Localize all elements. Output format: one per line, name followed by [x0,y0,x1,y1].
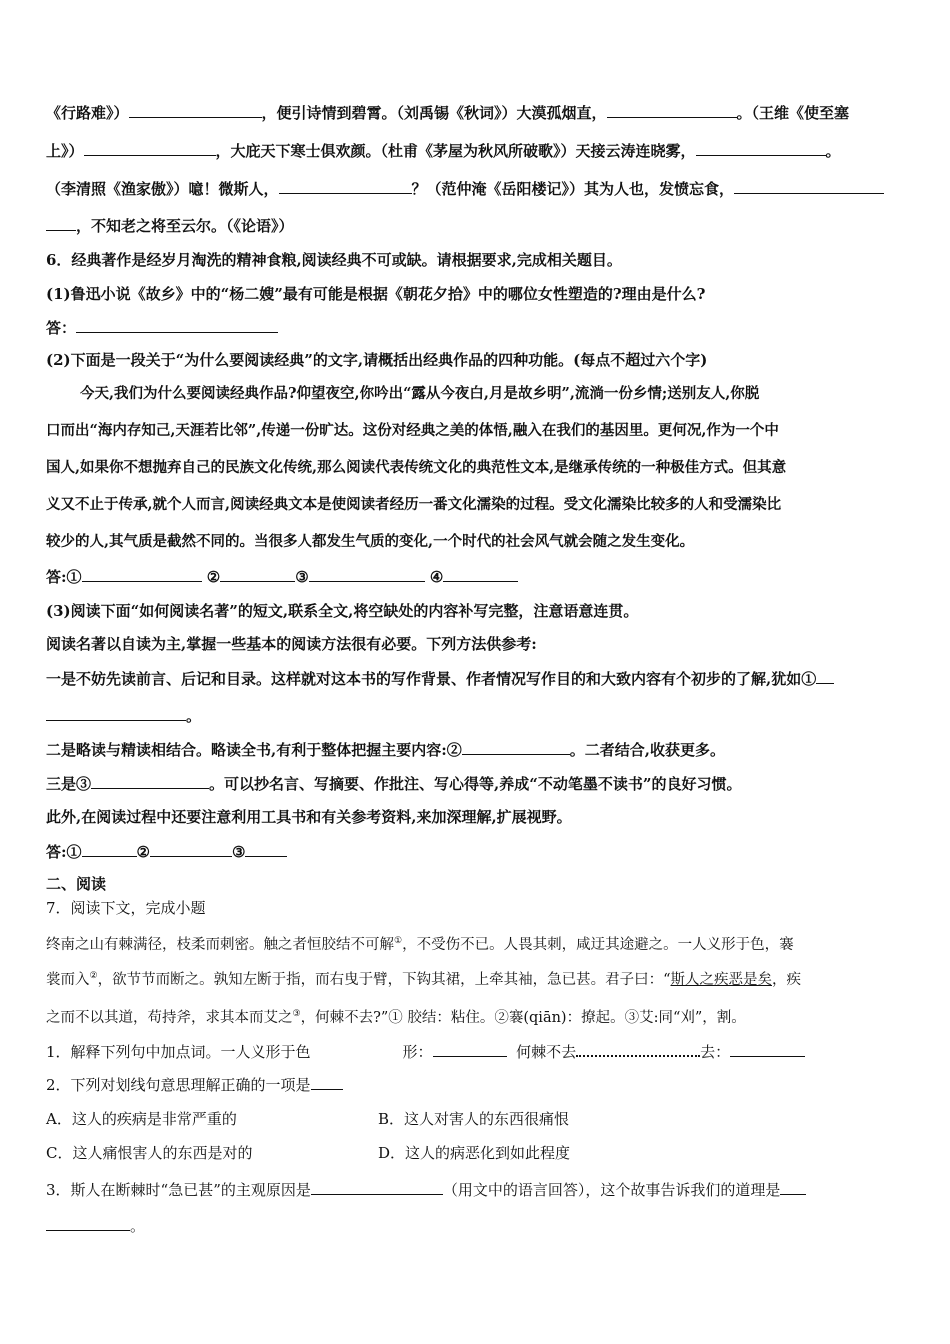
option-c[interactable]: C．这人痛恨害人的东西是对的 [46,1144,253,1162]
subquestion-1 [46,1040,805,1062]
text: ，不知老之将至云尔。（《论语》） [76,217,294,235]
option-a[interactable]: A．这人的疾病是非常严重的 [46,1110,237,1128]
text: 何棘不去 [516,1043,577,1061]
text: 一是不妨先读前言、后记和目录。这样就对这本书的写作背景、作者情况写作目的和大致内容有个初步的了解,犹如① [46,670,817,688]
reading-line-3 [46,705,201,726]
underlined-sentence: 斯人之疾恶是矣 [670,971,772,988]
text: 。 [130,1217,146,1235]
text: ，便引诗情到碧霄。（刘禹锡《秋词》）大漠孤烟直， [261,104,607,122]
text: 。（王维《使至塞 [736,104,850,122]
text: ② [206,568,221,586]
text: 之而不以其道，苟持斧，求其本而艾之 [46,1009,293,1026]
blank[interactable] [82,566,202,582]
footnote-mark: ③ [292,1009,301,1019]
blank[interactable] [91,773,209,789]
reading-line-5 [46,773,742,794]
answer-2 [46,566,518,587]
blank[interactable] [220,566,295,582]
blank[interactable] [46,215,76,231]
question-6-2: (2)下面是一段关于“为什么要阅读经典”的文字,请概括出经典作品的四种功能。(每点不超过六个字) [46,351,708,369]
blank[interactable] [245,841,287,857]
question-6: 6．经典著作是经岁月淘洗的精神食粮,阅读经典不可或缺。请根据要求,完成相关题目。 [46,251,622,269]
blank[interactable] [433,1041,507,1057]
classical-line-3 [46,1004,746,1028]
classical-line-2 [46,966,801,990]
blank[interactable] [129,102,262,118]
fill-line-4 [46,215,294,236]
reading-line-6: 此外,在阅读过程中还要注意利用工具书和有关参考资料,来加深理解,扩展视野。 [46,808,572,826]
text: （用文中的语言回答），这个故事告诉我们的道理是 [442,1181,781,1199]
emphasis-dots [576,1040,700,1057]
footnote-mark: ① [394,936,403,946]
subquestion-2 [46,1074,343,1095]
text: 2．下列对划线句意思理解正确的一项是 [46,1076,311,1094]
blank[interactable] [730,1041,805,1057]
blank[interactable] [309,566,425,582]
answer-3 [46,841,287,862]
blank[interactable] [462,739,570,755]
passage-line-2: 口而出“海内存知己,天涯若比邻”,传递一份旷达。这份对经典之美的体悟,融入在我们的基因里。更何况,作为一个中 [46,422,779,439]
text: 裳而入 [46,971,90,988]
text: ，不受伤不已。人畏其刺，咸迂其途避之。一人义形于色，褰 [402,936,794,953]
text: 《行路难》） [46,104,129,122]
footnote-mark: ② [89,971,98,981]
text: 1．解释下列句中加点词。一人义形于色 [46,1043,311,1061]
blank[interactable] [82,841,137,857]
text: 终南之山有棘满径，枝柔而刺密。触之者恒胶结不可解 [46,936,394,953]
text: 3．斯人在断棘时“急已甚”的主观原因是 [46,1181,311,1199]
text: ③ [295,568,309,586]
blank[interactable] [84,140,216,156]
blank[interactable] [150,841,232,857]
blank[interactable] [279,178,412,194]
blank[interactable] [696,140,826,156]
text: 。 [825,142,841,160]
passage-line-1: 今天,我们为什么要阅读经典作品?仰望夜空,你吟出“露从今夜白,月是故乡明”,流淌一份乡情;送别友人,你脱 [80,385,760,402]
text: 上》） [46,142,84,160]
blank[interactable] [46,705,186,721]
text: 。可以抄名言、写摘要、作批注、写心得等,养成“不动笔墨不读书”的良好习惯。 [209,775,742,793]
fill-line-2 [46,140,841,161]
reading-line-2 [46,668,834,689]
text: ③ [232,843,246,861]
blank[interactable] [607,102,737,118]
answer-label: 答： [46,319,77,337]
option-b[interactable]: B．这人对害人的东西很痛恨 [378,1110,570,1128]
text: ，疾 [772,971,801,988]
option-d[interactable]: D．这人的病恶化到如此程度 [378,1144,571,1162]
subquestion-3 [46,1179,806,1200]
reading-line-4 [46,739,725,760]
blank[interactable] [46,1215,130,1231]
text: （李清照《渔家傲》）噫！微斯人， [46,180,279,198]
text: 三是③ [46,775,92,793]
text: 形： [402,1043,433,1061]
passage-line-5: 较少的人,其气质是截然不同的。当很多人都发生气质的变化,一个时代的社会风气就会随之发生变化。 [46,533,695,550]
blank[interactable] [780,1179,806,1195]
blank[interactable] [816,668,834,684]
text: 。二者结合,收获更多。 [569,741,725,759]
text: ④ [429,568,444,586]
question-6-1: (1)鲁迅小说《故乡》中的“杨二嫂”最有可能是根据《朝花夕拾》中的哪位女性塑造的?理由是什么? [46,285,706,303]
text: 。 [186,707,202,725]
text: 答:① [46,568,82,586]
question-7: 7．阅读下文，完成小题 [46,899,206,917]
blank[interactable] [311,1179,443,1195]
blank[interactable] [734,178,884,194]
text: ，何棘不去?”① 胶结：粘住。②褰(qiān)：撩起。③艾:同“刈”，割。 [300,1009,746,1026]
text: 去： [700,1043,731,1061]
reading-line-1: 阅读名著以自读为主,掌握一些基本的阅读方法很有必要。下列方法供参考: [46,635,537,653]
blank[interactable] [311,1074,343,1090]
passage-line-3: 国人,如果你不想抛弃自己的民族文化传统,那么阅读代表传统文化的典范性文本,是继承传统的一种极佳方式。但其意 [46,459,787,476]
fill-line-1 [46,102,849,123]
text: ？（范仲淹《岳阳楼记》）其为人也，发愤忘食， [411,180,735,198]
question-6-3: (3)阅读下面“如何阅读名著”的短文,联系全文,将空缺处的内容补写完整，注意语意连贯。 [46,602,639,620]
fill-line-3 [46,178,884,199]
section-title: 二、阅读 [46,875,107,893]
text: ，欲节节而断之。孰知左断于指，而右曳于臂，下钩其裙，上牵其袖，急已甚。君子曰：“ [97,971,671,988]
classical-line-1 [46,931,794,955]
subquestion-3-cont [46,1215,145,1236]
answer-blank[interactable] [76,317,278,333]
blank[interactable] [443,566,518,582]
passage-line-4: 义又不止于传承,就个人而言,阅读经典文本是使阅读者经历一番文化濡染的过程。受文化濡染比较多的人和受濡染比 [46,496,782,513]
answer-1 [46,317,278,338]
text: ② [136,843,150,861]
text: 二是略读与精读相结合。略读全书,有利于整体把握主要内容:② [46,741,462,759]
text: ，大庇天下寒士俱欢颜。（杜甫《茅屋为秋风所破歌》）天接云涛连晓雾， [215,142,696,160]
text: 答:① [46,843,82,861]
